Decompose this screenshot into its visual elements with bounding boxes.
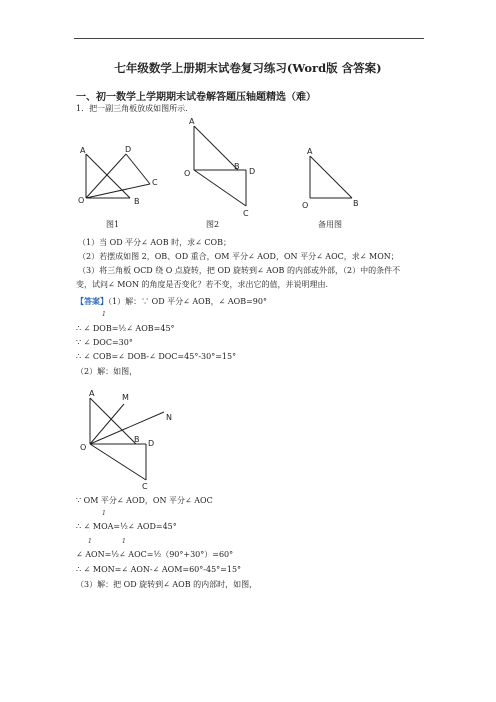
fig1-label-d: D	[125, 145, 132, 154]
section-heading: 一、初一数学上学期期末试卷解答题压轴题精选（难）	[76, 92, 316, 103]
answer-fig-label-o: O	[80, 443, 87, 452]
figure-3	[302, 146, 372, 212]
frac-mark-3: 1	[88, 538, 92, 545]
fig1-label-a: A	[80, 146, 86, 155]
figure-2-caption: 图2	[206, 220, 220, 229]
answer-2-head: （2）解：如图，	[76, 367, 138, 376]
answer-tag: 【答案】	[76, 296, 108, 306]
fig1-label-c: C	[152, 178, 158, 187]
frac-mark-4: 1	[122, 538, 126, 545]
answer-fig-label-c: C	[142, 482, 148, 491]
answer-1-line-1: ∴ ∠ DOB=½∠ AOB=45°	[76, 324, 175, 333]
fig3-label-a: A	[307, 147, 313, 156]
question-1: （1）当 OD 平分∠ AOB 时，求∠ COB；	[78, 238, 231, 247]
header-rule	[74, 38, 424, 39]
fig2-label-d: D	[249, 167, 256, 176]
answer-line-1	[76, 296, 267, 307]
fig2-label-b: B	[234, 162, 240, 171]
figure-3-caption: 备用图	[318, 220, 342, 229]
question-3-cont: 变，试问∠ MON 的角度是否变化？若不变，求出它的值，并说明理由.	[76, 280, 329, 289]
frac-mark-2: 1	[102, 510, 106, 517]
answer-fig-label-b: B	[134, 435, 140, 444]
answer-2-line-2: ∴ ∠ MOA=½∠ AOD=45°	[76, 522, 177, 531]
answer-1-first: （1）解：∵ OD 平分∠ AOB，∠ AOB=90°	[108, 297, 267, 306]
problem-intro: 1．把一副三角板放成如图所示.	[76, 104, 188, 113]
fig3-label-o: O	[302, 201, 309, 210]
figure-1	[78, 140, 168, 210]
question-2: （2）若摆成如图 2，OB、OD 重合，OM 平分∠ AOD，ON 平分∠ AOC，求∠ MON；	[78, 252, 399, 261]
fig2-label-c: C	[243, 209, 249, 218]
answer-figure	[80, 388, 182, 491]
answer-1-line-2: ∵ ∠ DOC=30°	[76, 338, 133, 347]
fig2-label-o: O	[184, 169, 191, 178]
fig2-label-a: A	[189, 117, 195, 126]
answer-1-line-3: ∴ ∠ COB=∠ DOB-∠ DOC=45°-30°=15°	[76, 352, 237, 361]
answer-2-line-1: ∵ OM 平分∠ AOD，ON 平分∠ AOC	[76, 496, 213, 505]
answer-2-line-3: ∠ AON=½∠ AOC=½（90°+30°）=60°	[76, 550, 234, 559]
figure-2	[186, 116, 266, 220]
fig1-label-b: B	[134, 197, 140, 206]
question-3: （3）将三角板 OCD 绕 O 点旋转，把 OD 旋转到∠ AOB 的内部或外部，（2）中的条件不	[78, 266, 401, 275]
answer-2-line-4: ∴ ∠ MON=∠ AON-∠ AOM=60°-45°=15°	[76, 565, 242, 574]
fig1-label-o: O	[78, 196, 85, 205]
figure-1-caption: 图1	[106, 220, 120, 229]
frac-mark-1: 1	[102, 311, 106, 318]
answer-fig-label-m: M	[122, 393, 129, 402]
page-title: 七年级数学上册期末试卷复习练习(Word版 含答案)	[114, 61, 382, 75]
answer-3-head: （3）解：把 OD 旋转到∠ AOB 的内部时，如图，	[76, 580, 258, 589]
answer-fig-label-a: A	[89, 389, 95, 398]
answer-fig-label-d: D	[148, 439, 155, 448]
answer-fig-label-n: N	[166, 413, 172, 422]
fig3-label-b: B	[353, 199, 359, 208]
